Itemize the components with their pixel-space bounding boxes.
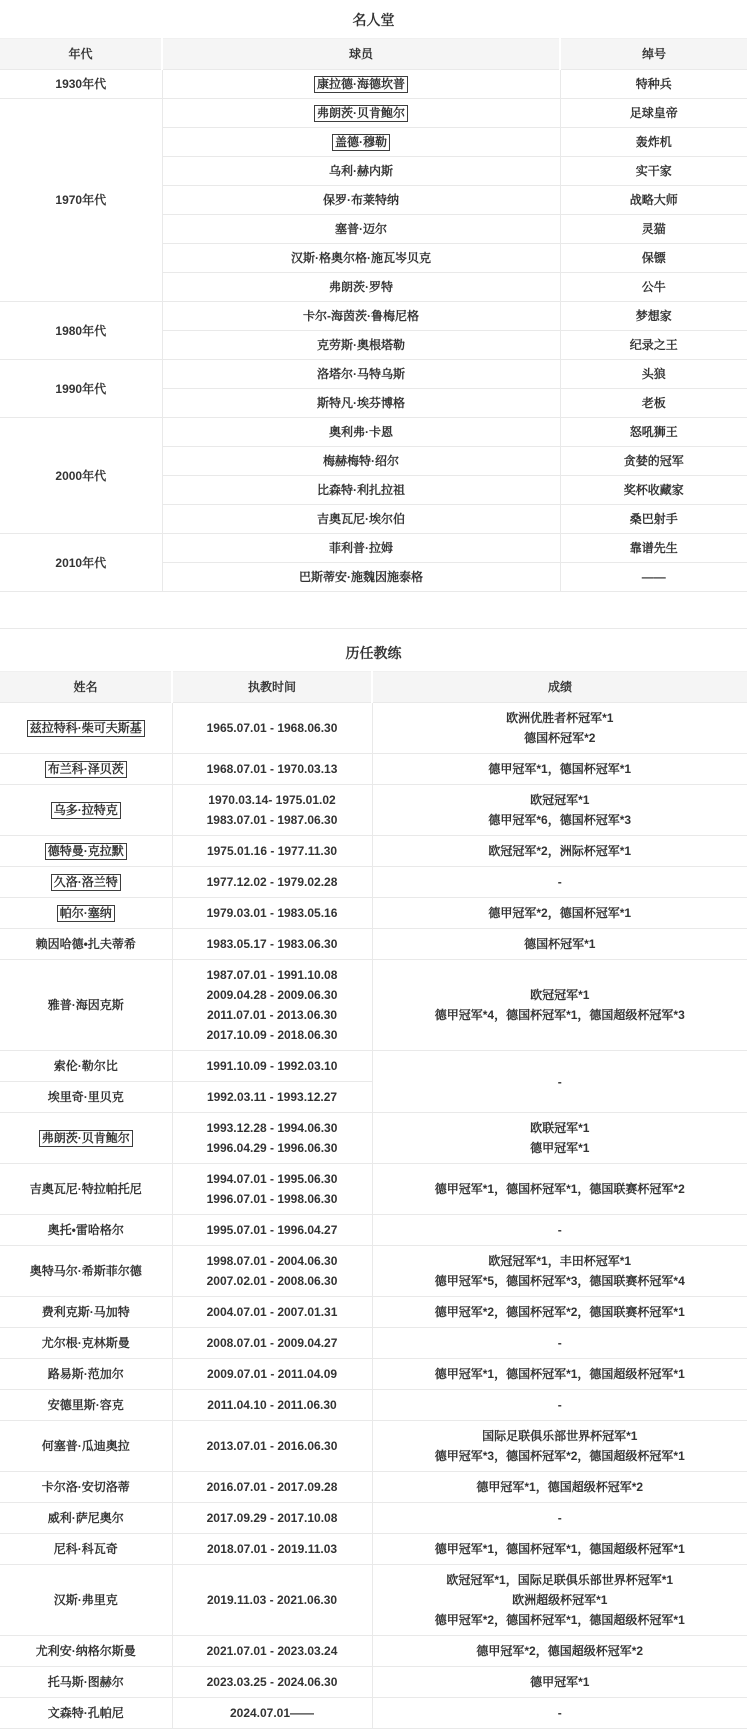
achievement-line: 国际足联俱乐部世界杯冠军*1 [482, 1429, 638, 1443]
tenure-line: 2017.10.09 - 2018.06.30 [206, 1028, 338, 1042]
player-cell [162, 157, 560, 186]
achievement-line: 德甲冠军*1 [530, 1675, 590, 1689]
achievements-cell [372, 1390, 747, 1421]
achievement-line: - [557, 1336, 562, 1350]
coach-name-cell [0, 1246, 172, 1297]
tenure-cell [172, 1636, 372, 1667]
coach-name-cell [0, 1113, 172, 1164]
achievement-line: - [557, 1223, 562, 1237]
player-cell [162, 389, 560, 418]
tenure-line: 2017.09.29 - 2017.10.08 [206, 1511, 338, 1525]
coach-name-cell [0, 1698, 172, 1729]
player-cell [162, 244, 560, 273]
coach-name: 赖因哈德•扎夫蒂希 [35, 937, 136, 951]
coach-name-cell [0, 754, 172, 785]
tenure-cell [172, 1328, 372, 1359]
tenure-line: 2024.07.01—— [229, 1706, 315, 1720]
tenure-cell [172, 867, 372, 898]
player-cell [162, 186, 560, 215]
player-name: 洛塔尔·马特乌斯 [317, 367, 405, 381]
achievement-line: 德甲冠军*3，德国杯冠军*2，德国超级杯冠军*1 [434, 1449, 685, 1463]
player-name: 汉斯·格奥尔格·施瓦岑贝克 [291, 251, 431, 265]
achievements-cell [372, 1328, 747, 1359]
coach-link[interactable]: 久洛·洛兰特 [51, 874, 121, 891]
achievement-line: 欧联冠军*1 [530, 1121, 590, 1135]
player-name: 卡尔-海茵茨·鲁梅尼格 [303, 309, 419, 323]
achievement-line: - [557, 1398, 562, 1412]
coach-row [0, 1472, 747, 1503]
player-name: 菲利普·拉姆 [329, 541, 393, 555]
coach-name-cell [0, 929, 172, 960]
coach-row [0, 1113, 747, 1164]
tenure-cell [172, 1215, 372, 1246]
tenure-line: 2023.03.25 - 2024.06.30 [206, 1675, 338, 1689]
player-row [0, 99, 747, 128]
player-cell [162, 302, 560, 331]
player-name: 保罗·布莱特纳 [323, 193, 399, 207]
tenure-line: 1996.04.29 - 1996.06.30 [206, 1141, 338, 1155]
player-name: 克劳斯·奥根塔勒 [317, 338, 405, 352]
coach-name: 文森特·孔帕尼 [47, 1706, 124, 1720]
nickname-cell: 老板 [560, 389, 747, 418]
coach-name-cell [0, 1390, 172, 1421]
coach-name: 奥托•雷哈格尔 [47, 1223, 124, 1237]
coach-row [0, 1698, 747, 1729]
tenure-line: 1975.01.16 - 1977.11.30 [206, 844, 338, 858]
coach-name: 威利·萨尼奥尔 [47, 1511, 124, 1525]
achievement-line: 德甲冠军*2，德国杯冠军*1 [488, 906, 632, 920]
tenure-cell [172, 1503, 372, 1534]
coach-row [0, 1565, 747, 1636]
achievement-line: 德甲冠军*4，德国杯冠军*1，德国超级杯冠军*3 [434, 1008, 685, 1022]
player-link[interactable]: 弗朗茨·贝肯鲍尔 [314, 105, 408, 122]
achievements-cell [372, 1421, 747, 1472]
tenure-cell [172, 1390, 372, 1421]
tenure-line: 2013.07.01 - 2016.06.30 [206, 1439, 338, 1453]
achievements-cell [372, 1534, 747, 1565]
coach-name-cell [0, 1051, 172, 1082]
coach-name-cell [0, 1328, 172, 1359]
empty-cell [0, 592, 747, 629]
tenure-line: 2007.02.01 - 2008.06.30 [206, 1274, 338, 1288]
coach-name-cell [0, 1472, 172, 1503]
tenure-cell [172, 1113, 372, 1164]
coach-name: 卡尔洛·安切洛蒂 [41, 1480, 130, 1494]
coaches-table [0, 671, 747, 1729]
player-cell [162, 563, 560, 592]
nickname-cell: —— [560, 563, 747, 592]
achievement-line: - [557, 1706, 562, 1720]
coach-row [0, 1636, 747, 1667]
tenure-cell [172, 1565, 372, 1636]
tenure-line: 1996.07.01 - 1998.06.30 [206, 1192, 338, 1206]
coach-row [0, 1215, 747, 1246]
nickname-cell: 公牛 [560, 273, 747, 302]
coach-name: 安德里斯·容克 [47, 1398, 124, 1412]
player-name: 弗朗茨·罗特 [329, 280, 393, 294]
tenure-cell [172, 785, 372, 836]
era-cell: 1970年代 [0, 99, 162, 302]
coach-name: 索伦·勒尔比 [53, 1059, 118, 1073]
player-cell [162, 273, 560, 302]
coach-name: 何塞普·瓜迪奥拉 [41, 1439, 130, 1453]
tenure-cell [172, 1698, 372, 1729]
column-header-nickname: 绰号 [560, 39, 747, 70]
achievement-line: - [557, 1511, 562, 1525]
tenure-line: 2018.07.01 - 2019.11.03 [206, 1542, 338, 1556]
coach-name: 路易斯·范加尔 [47, 1367, 124, 1381]
achievements-cell [372, 1113, 747, 1164]
achievement-line: 德甲冠军*1，德国超级杯冠军*2 [476, 1480, 644, 1494]
coach-link[interactable]: 弗朗茨·贝肯鲍尔 [39, 1130, 133, 1147]
coach-name: 埃里奇·里贝克 [47, 1090, 124, 1104]
tenure-cell [172, 1472, 372, 1503]
tenure-line: 1965.07.01 - 1968.06.30 [206, 721, 338, 735]
nickname-cell: 足球皇帝 [560, 99, 747, 128]
achievement-line: 德国杯冠军*1 [524, 937, 596, 951]
nickname-cell: 纪录之王 [560, 331, 747, 360]
nickname-cell: 灵猫 [560, 215, 747, 244]
nickname-cell: 战略大师 [560, 186, 747, 215]
achievements-cell [372, 1051, 747, 1113]
nickname-cell: 怒吼狮王 [560, 418, 747, 447]
achievements-cell [372, 785, 747, 836]
tenure-line: 1977.12.02 - 1979.02.28 [206, 875, 338, 889]
achievements-cell [372, 1246, 747, 1297]
nickname-cell: 特种兵 [560, 70, 747, 99]
achievement-line: 欧洲超级杯冠军*1 [512, 1593, 608, 1607]
coach-name-cell [0, 1503, 172, 1534]
coach-name: 吉奥瓦尼·特拉帕托尼 [29, 1182, 142, 1196]
tenure-line: 1992.03.11 - 1993.12.27 [206, 1090, 338, 1104]
player-row [0, 70, 747, 99]
player-row [0, 302, 747, 331]
tenure-cell [172, 1421, 372, 1472]
tenure-cell [172, 1082, 372, 1113]
player-cell [162, 215, 560, 244]
coach-link[interactable]: 德特曼·克拉默 [45, 843, 127, 860]
tenure-line: 1993.12.28 - 1994.06.30 [206, 1121, 338, 1135]
player-name: 塞普·迈尔 [335, 222, 387, 236]
coach-name: 雅普·海因克斯 [47, 998, 124, 1012]
tenure-line: 2019.11.03 - 2021.06.30 [206, 1593, 338, 1607]
player-row [0, 534, 747, 563]
player-name: 吉奥瓦尼·埃尔伯 [317, 512, 405, 526]
hall-of-fame-title: 名人堂 [352, 12, 395, 28]
coach-name: 汉斯·弗里克 [53, 1593, 118, 1607]
player-name: 奥利弗·卡恩 [329, 425, 393, 439]
tenure-line: 2009.04.28 - 2009.06.30 [206, 988, 338, 1002]
era-cell: 2000年代 [0, 418, 162, 534]
tenure-cell [172, 1359, 372, 1390]
coach-name-cell [0, 1164, 172, 1215]
achievements-cell [372, 1472, 747, 1503]
tenure-line: 1983.07.01 - 1987.06.30 [206, 813, 338, 827]
nickname-cell: 轰炸机 [560, 128, 747, 157]
achievements-cell [372, 703, 747, 754]
tenure-cell [172, 1534, 372, 1565]
empty-row [0, 592, 747, 629]
nickname-cell: 靠谱先生 [560, 534, 747, 563]
player-cell [162, 505, 560, 534]
achievement-line: 德甲冠军*2，德国杯冠军*2，德国联赛杯冠军*1 [434, 1305, 685, 1319]
achievements-cell [372, 1297, 747, 1328]
achievement-line: 德甲冠军*1，德国杯冠军*1，德国联赛杯冠军*2 [434, 1182, 685, 1196]
achievement-line: 德甲冠军*1，德国杯冠军*1，德国超级杯冠军*1 [434, 1367, 685, 1381]
achievement-line: 德国杯冠军*2 [524, 731, 596, 745]
tenure-cell [172, 960, 372, 1051]
achievement-line: - [557, 875, 562, 889]
tenure-cell [172, 1051, 372, 1082]
coach-name-cell [0, 1565, 172, 1636]
achievement-line: 德甲冠军*1 [530, 1141, 590, 1155]
achievements-cell [372, 1667, 747, 1698]
column-header-era: 年代 [0, 39, 162, 70]
coach-name-cell [0, 1215, 172, 1246]
coach-row [0, 1297, 747, 1328]
coach-name-cell [0, 703, 172, 754]
nickname-cell: 贪婪的冠军 [560, 447, 747, 476]
tenure-line: 1968.07.01 - 1970.03.13 [206, 762, 338, 776]
tenure-line: 1983.05.17 - 1983.06.30 [206, 937, 338, 951]
player-name: 斯特凡·埃芬博格 [317, 396, 405, 410]
achievement-line: 欧冠冠军*1，国际足联俱乐部世界杯冠军*1 [446, 1573, 674, 1587]
player-cell [162, 70, 560, 99]
coach-row [0, 898, 747, 929]
achievements-cell [372, 1215, 747, 1246]
tenure-cell [172, 703, 372, 754]
tenure-line: 2004.07.01 - 2007.01.31 [206, 1305, 338, 1319]
coach-name: 尼科·科瓦奇 [53, 1542, 118, 1556]
achievements-cell [372, 1164, 747, 1215]
tenure-line: 1994.07.01 - 1995.06.30 [206, 1172, 338, 1186]
achievement-line: 德甲冠军*2，德国超级杯冠军*2 [476, 1644, 644, 1658]
player-row [0, 360, 747, 389]
nickname-cell: 桑巴射手 [560, 505, 747, 534]
player-cell [162, 360, 560, 389]
coach-row [0, 703, 747, 754]
tenure-line: 2011.04.10 - 2011.06.30 [207, 1398, 337, 1412]
coach-name: 费利克斯·马加特 [41, 1305, 130, 1319]
achievements-cell [372, 1565, 747, 1636]
tenure-line: 2009.07.01 - 2011.04.09 [206, 1367, 338, 1381]
coach-row [0, 1667, 747, 1698]
achievements-cell [372, 867, 747, 898]
coach-name: 托马斯·图赫尔 [47, 1675, 124, 1689]
coach-row [0, 836, 747, 867]
achievement-line: 欧冠冠军*1，丰田杯冠军*1 [488, 1254, 632, 1268]
tenure-line: 1979.03.01 - 1983.05.16 [206, 906, 338, 920]
achievements-cell [372, 1636, 747, 1667]
coaches-title: 历任教练 [345, 645, 402, 661]
tenure-cell [172, 929, 372, 960]
nickname-cell: 保镖 [560, 244, 747, 273]
player-name: 巴斯蒂安·施魏因施泰格 [299, 570, 423, 584]
coach-name-cell [0, 1297, 172, 1328]
hall-of-fame-table [0, 38, 747, 629]
coach-link[interactable]: 布兰科·泽贝茨 [45, 761, 127, 778]
player-cell [162, 128, 560, 157]
coach-name-cell [0, 1534, 172, 1565]
coach-link[interactable]: 帕尔·塞纳 [57, 905, 115, 922]
achievement-line: 欧冠冠军*1 [530, 988, 590, 1002]
coach-name-cell [0, 1636, 172, 1667]
nickname-cell: 头狼 [560, 360, 747, 389]
nickname-cell: 实干家 [560, 157, 747, 186]
tenure-line: 1995.07.01 - 1996.04.27 [206, 1223, 338, 1237]
achievements-cell [372, 929, 747, 960]
tenure-cell [172, 1246, 372, 1297]
coach-name-cell [0, 785, 172, 836]
achievement-line: 德甲冠军*6，德国杯冠军*3 [488, 813, 632, 827]
coach-row [0, 1328, 747, 1359]
coach-name-cell [0, 1667, 172, 1698]
player-name: 乌利·赫内斯 [329, 164, 393, 178]
tenure-cell [172, 1164, 372, 1215]
achievements-cell [372, 898, 747, 929]
player-row [0, 418, 747, 447]
coach-row [0, 960, 747, 1051]
tenure-line: 1998.07.01 - 2004.06.30 [206, 1254, 338, 1268]
coach-row [0, 754, 747, 785]
coach-row [0, 1246, 747, 1297]
coach-link[interactable]: 兹拉特科·柴可夫斯基 [27, 720, 145, 737]
column-header-tenure: 执教时间 [172, 672, 372, 703]
coach-row [0, 1164, 747, 1215]
achievements-cell [372, 754, 747, 785]
coach-name: 尤利安·纳格尔斯曼 [35, 1644, 136, 1658]
coach-row [0, 1534, 747, 1565]
player-cell [162, 331, 560, 360]
player-cell [162, 534, 560, 563]
coach-name-cell [0, 960, 172, 1051]
coach-row [0, 867, 747, 898]
tenure-line: 2011.07.01 - 2013.06.30 [206, 1008, 338, 1022]
tenure-line: 2021.07.01 - 2023.03.24 [206, 1644, 338, 1658]
nickname-cell: 梦想家 [560, 302, 747, 331]
column-header-coach-name: 姓名 [0, 672, 172, 703]
tenure-line: 1970.03.14- 1975.01.02 [208, 793, 336, 807]
player-cell [162, 418, 560, 447]
era-cell: 2010年代 [0, 534, 162, 592]
tenure-cell [172, 1667, 372, 1698]
coach-name: 奥特马尔·希斯菲尔德 [29, 1264, 142, 1278]
coach-name-cell [0, 1359, 172, 1390]
coach-row [0, 1051, 747, 1082]
column-header-player: 球员 [162, 39, 560, 70]
tenure-cell [172, 1297, 372, 1328]
era-cell: 1930年代 [0, 70, 162, 99]
achievement-line: 德甲冠军*1，德国杯冠军*1，德国超级杯冠军*1 [434, 1542, 685, 1556]
player-cell [162, 99, 560, 128]
player-link[interactable]: 盖德·穆勒 [332, 134, 390, 151]
achievement-line: 德甲冠军*1，德国杯冠军*1 [488, 762, 632, 776]
tenure-line: 2008.07.01 - 2009.04.27 [206, 1336, 338, 1350]
player-link[interactable]: 康拉德·海德坎普 [314, 76, 408, 93]
era-cell: 1980年代 [0, 302, 162, 360]
tenure-line: 1991.10.09 - 1992.03.10 [206, 1059, 338, 1073]
era-cell: 1990年代 [0, 360, 162, 418]
achievement-line: 欧冠冠军*2，洲际杯冠军*1 [488, 844, 632, 858]
nickname-cell: 奖杯收藏家 [560, 476, 747, 505]
achievement-line: - [557, 1074, 562, 1089]
achievement-line: 德甲冠军*5，德国杯冠军*3，德国联赛杯冠军*4 [434, 1274, 685, 1288]
coach-name-cell [0, 836, 172, 867]
achievements-cell [372, 1359, 747, 1390]
coach-row [0, 929, 747, 960]
coach-name-cell [0, 867, 172, 898]
player-cell [162, 476, 560, 505]
player-name: 梅赫梅特·绍尔 [323, 454, 399, 468]
tenure-cell [172, 754, 372, 785]
player-name: 比森特·利扎拉祖 [317, 483, 405, 497]
tenure-line: 2016.07.01 - 2017.09.28 [206, 1480, 338, 1494]
hall-of-fame-header-row [0, 39, 747, 70]
achievements-cell [372, 1698, 747, 1729]
coach-row [0, 785, 747, 836]
tenure-cell [172, 898, 372, 929]
achievement-line: 德甲冠军*2，德国杯冠军*1，德国超级杯冠军*1 [434, 1613, 685, 1627]
tenure-cell [172, 836, 372, 867]
column-header-achievements: 成绩 [372, 672, 747, 703]
coach-row [0, 1421, 747, 1472]
coach-row [0, 1503, 747, 1534]
coach-row [0, 1359, 747, 1390]
tenure-line: 1987.07.01 - 1991.10.08 [206, 968, 338, 982]
achievement-line: 欧冠冠军*1 [530, 793, 590, 807]
achievement-line: 欧洲优胜者杯冠军*1 [506, 711, 614, 725]
player-cell [162, 447, 560, 476]
coach-name-cell [0, 1082, 172, 1113]
coach-name-cell [0, 1421, 172, 1472]
achievements-cell [372, 836, 747, 867]
coach-name-cell [0, 898, 172, 929]
achievements-cell [372, 960, 747, 1051]
coach-link[interactable]: 乌多·拉特克 [51, 802, 121, 819]
coach-name: 尤尔根·克林斯曼 [41, 1336, 130, 1350]
coaches-header-row [0, 672, 747, 703]
achievements-cell [372, 1503, 747, 1534]
coach-row [0, 1390, 747, 1421]
